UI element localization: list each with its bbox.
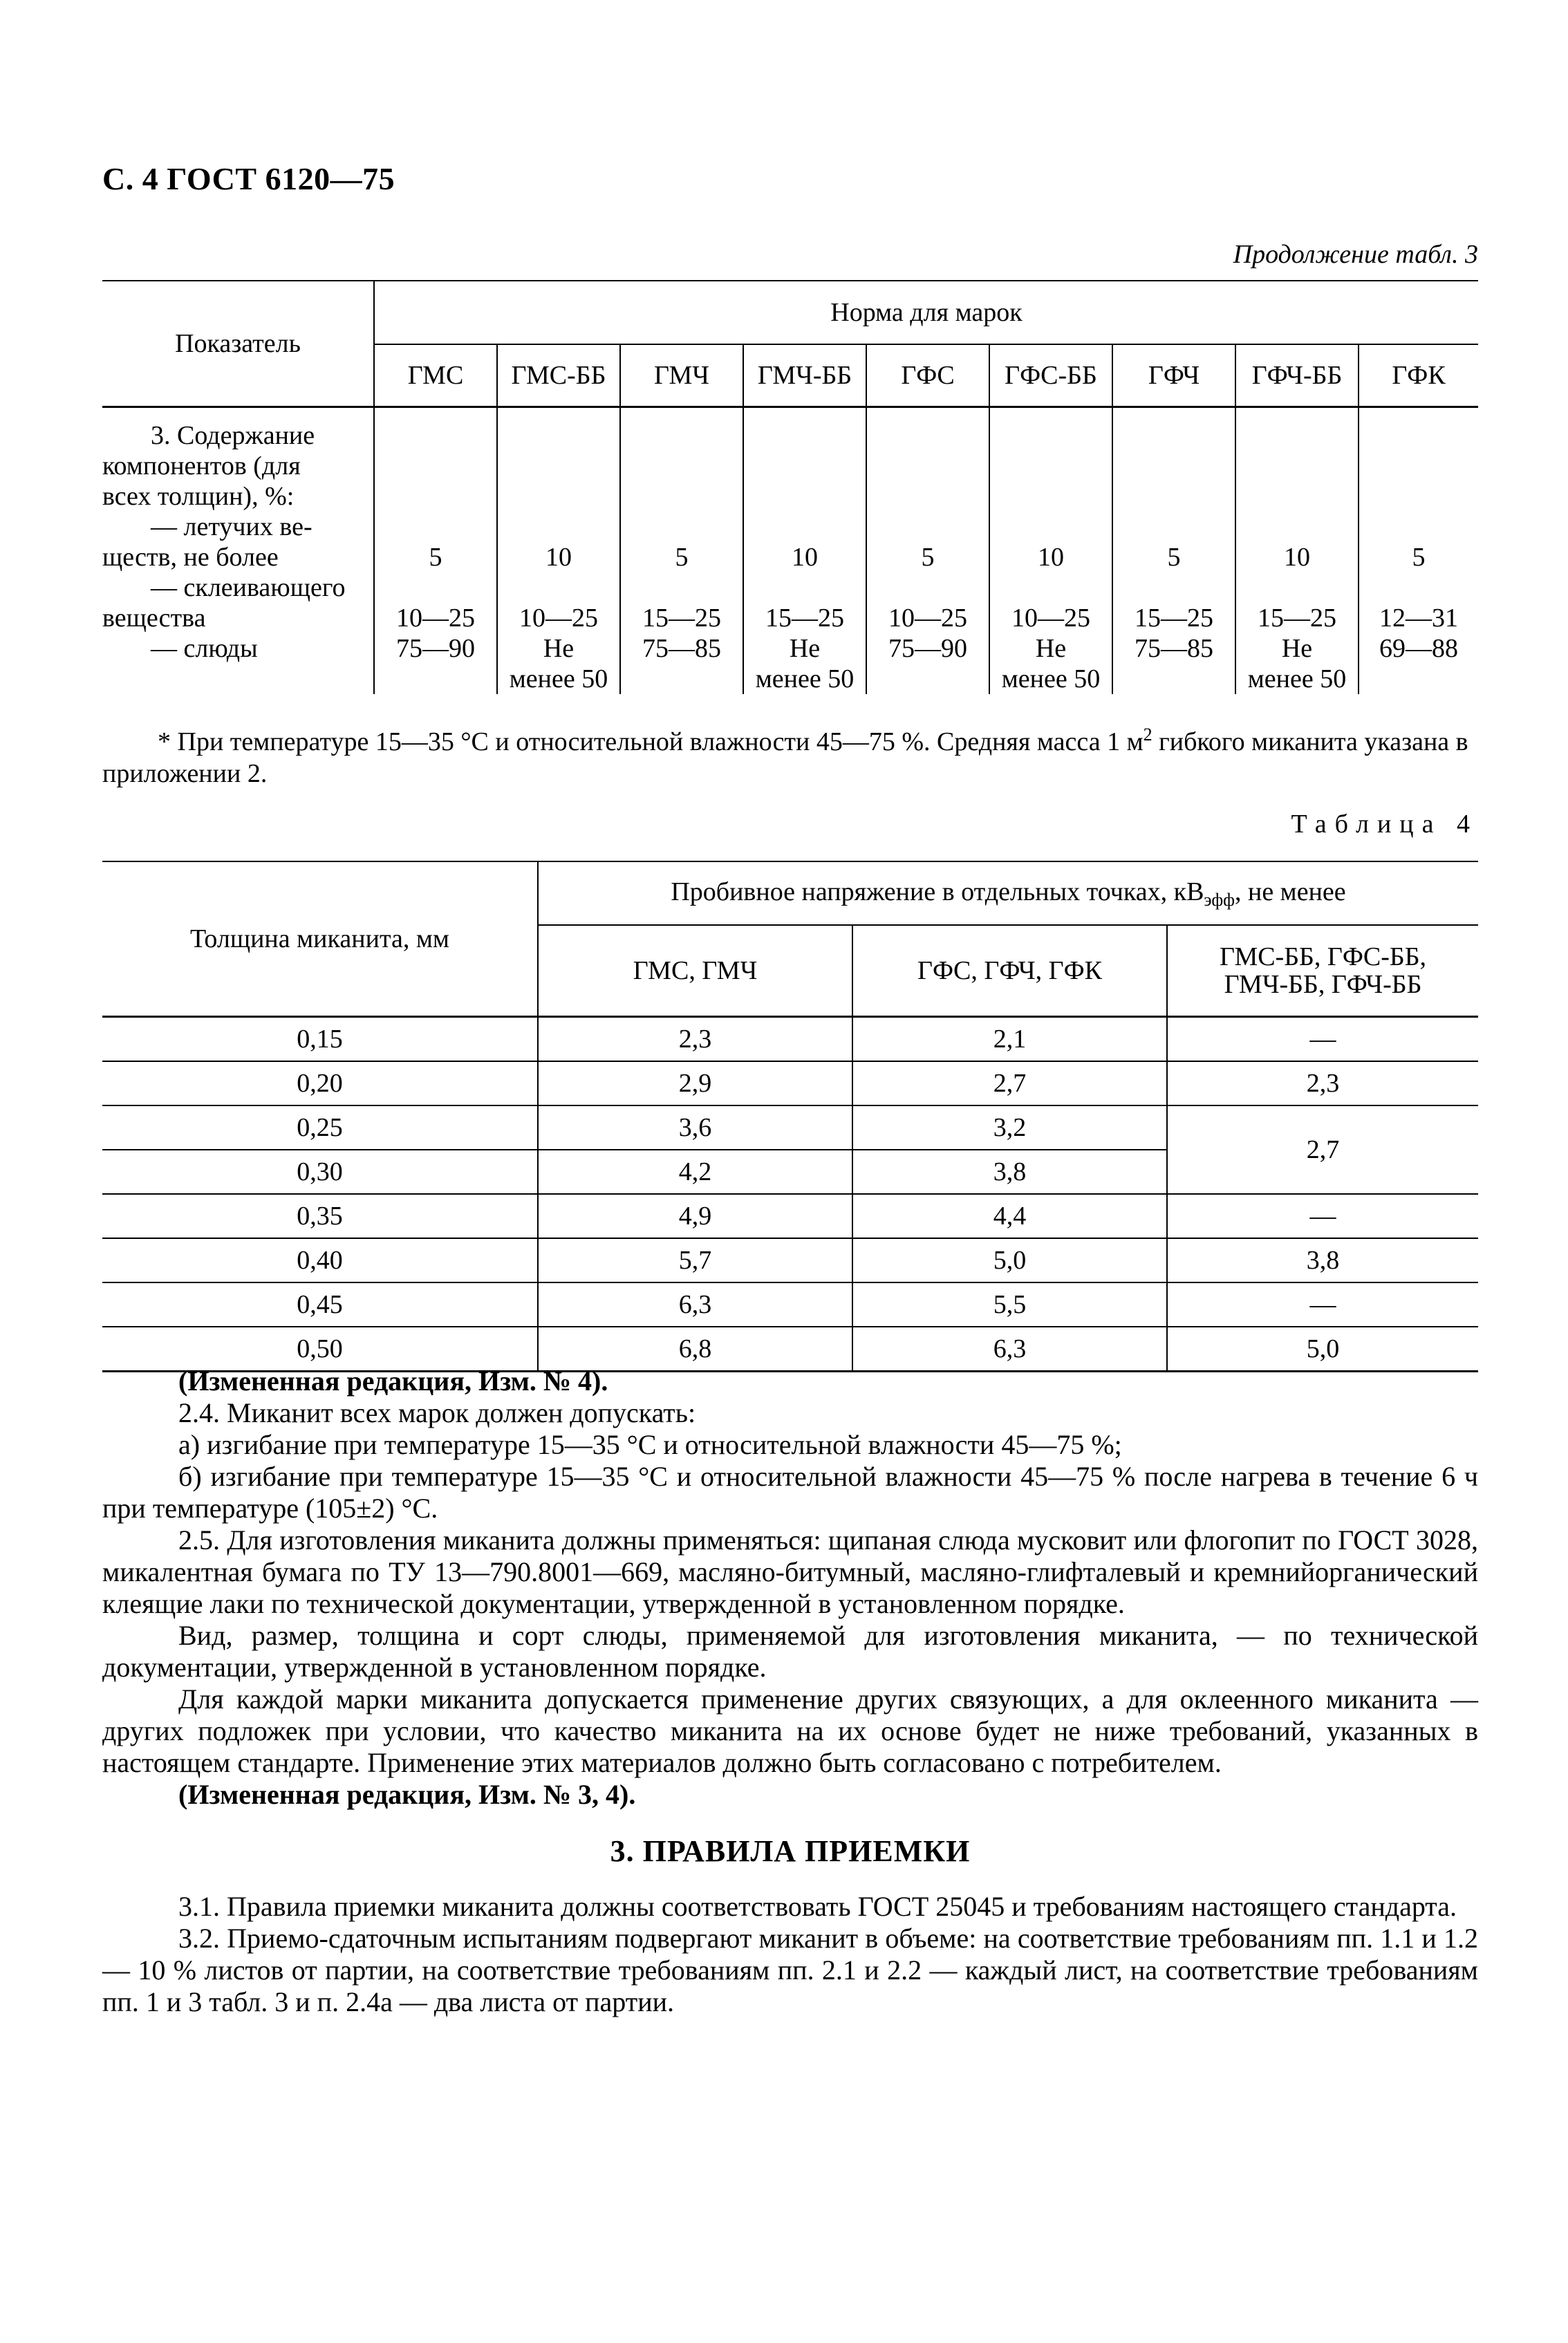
voltage-cell: 3,2 [852,1105,1167,1150]
voltage-cell: 6,3 [852,1327,1167,1372]
indicator-line: ществ, не более [102,543,279,572]
volatile-value: 5 [429,543,442,572]
volatile-value: 10 [1284,543,1310,572]
paragraph-2-4-a: а) изгибание при температуре 15—35 °С и относительной влажности 45—75 %; [178,1429,1122,1460]
volatile-value: 10 [545,543,572,572]
indicator-line: вещества [102,604,206,633]
table4-header-gms: ГМС, ГМЧ [538,925,852,1017]
voltage-cell-merged: 2,7 [1167,1105,1478,1194]
paragraph-2-5-alternatives: Для каждой марки миканита допускается применение других связующих, а для оклеенного миканита — других подложек при условии, что качество миканита на их основе будет не ниже требований, указанных в настоящем стандарте. Применение этих материалов должно быть согласовано с потребителем. [102,1683,1478,1778]
table3-value-cell [497,407,620,695]
binder-value: 10—25 [519,604,598,633]
table-row [102,1238,1478,1282]
voltage-cell: — [1167,1194,1478,1238]
table3-grade-header: ГФК [1359,344,1478,407]
volatile-value: 10 [792,543,818,572]
group-label-suffix: , не менее [1234,877,1346,906]
table3-header-group: Норма для марок [374,281,1478,344]
table3-value-cell [1359,407,1478,695]
table4-header-thickness: Толщина миканита, мм [102,861,538,1017]
table4-title: Таблица 4 [1291,810,1478,839]
paragraph-3-2: 3.2. Приемо-сдаточным испытаниям подвергают миканит в объеме: на соответствие требованиям пп. 1.1 и 1.2 — 10 % листов от партии, на соответствие требованиям пп. 2.1 и 2.2 — каждый лист, на соответствие требованиям пп. 1 и 3 табл. 3 и п. 2.4а — два листа от партии. [102,1923,1478,2017]
body-text [102,1365,1478,2018]
table4-header-gfs: ГФС, ГФЧ, ГФК [852,925,1167,1017]
table-row [102,1105,1478,1150]
mica-value: Не [1035,634,1067,663]
table3-grade-header: ГМЧ [620,344,743,407]
indicator-line: — слюды [151,634,258,663]
table4-header-bb [1167,925,1478,1017]
binder-value: 15—25 [642,604,721,633]
table3-footnote [102,719,1478,790]
mica-value: Не [789,634,821,663]
indicator-line: 3. Содержание [151,421,315,450]
mica-value-cont: менее 50 [1001,664,1101,693]
voltage-cell: 2,3 [538,1017,852,1062]
voltage-cell: 6,3 [538,1282,852,1327]
table3-value-cell [989,407,1112,695]
voltage-cell: 5,5 [852,1282,1167,1327]
table3-value-cell [374,407,497,695]
mica-value: 75—85 [1135,634,1213,663]
voltage-cell: 4,2 [538,1150,852,1194]
voltage-cell: 2,9 [538,1061,852,1105]
voltage-cell: 2,1 [852,1017,1167,1062]
table-row [102,1017,1478,1062]
voltage-cell: 5,0 [1167,1327,1478,1372]
binder-value: 15—25 [765,604,844,633]
group-label: Пробивное напряжение в отдельных точках, кВ [671,877,1204,906]
paragraph-3-1: 3.1. Правила приемки миканита должны соответствовать ГОСТ 25045 и требованиям настоящего стандарта. [178,1891,1457,1922]
thickness-cell: 0,20 [102,1061,538,1105]
voltage-cell: 2,3 [1167,1061,1478,1105]
table4-header-group [538,861,1478,925]
voltage-cell: 3,8 [1167,1238,1478,1282]
table3-continuation-label: Продолжение табл. 3 [1233,240,1478,269]
voltage-cell: 5,0 [852,1238,1167,1282]
table3-grade-header: ГМЧ-ББ [743,344,866,407]
binder-value: 10—25 [1011,604,1090,633]
footnote-text-end: гибкого миканита указана в приложении 2. [102,727,1468,788]
footnote-superscript: 2 [1143,725,1152,745]
header-line: ГМС-ББ, ГФС-ББ, [1219,942,1427,971]
table3-value-cell [866,407,989,695]
amendment-note: (Измененная редакция, Изм. № 3, 4). [178,1779,636,1810]
thickness-cell: 0,35 [102,1194,538,1238]
paragraph-2-4: 2.4. Миканит всех марок должен допускать: [178,1397,696,1428]
voltage-cell: 4,4 [852,1194,1167,1238]
table3-grade-header: ГМС [374,344,497,407]
voltage-cell: 3,8 [852,1150,1167,1194]
mica-value: 75—90 [396,634,475,663]
table3-value-cell [1112,407,1235,695]
binder-value: 15—25 [1258,604,1336,633]
mica-value: 69—88 [1379,634,1458,663]
table3-value-cell [620,407,743,695]
volatile-value: 5 [921,543,935,572]
indicator-line: компонентов (для [102,451,301,480]
table3-value-cell [1235,407,1359,695]
mica-value: 75—90 [888,634,967,663]
table3-indicator-cell [102,407,374,695]
table-row [102,1061,1478,1105]
mica-value: Не [543,634,575,663]
volatile-value: 10 [1038,543,1064,572]
header-line: ГМЧ-ББ, ГФЧ-ББ [1224,970,1422,999]
group-label-subscript: эфф [1204,889,1235,910]
table3-grade-header: ГФС [866,344,989,407]
voltage-cell: 6,8 [538,1327,852,1372]
table-row [102,1282,1478,1327]
page-header: С. 4 ГОСТ 6120—75 [102,161,395,196]
volatile-value: 5 [1412,543,1426,572]
binder-value: 10—25 [396,604,475,633]
voltage-cell: 4,9 [538,1194,852,1238]
mica-value: 75—85 [642,634,721,663]
table3-header-indicator: Показатель [102,281,374,407]
indicator-line: — склеивающего [151,573,346,602]
volatile-value: 5 [675,543,689,572]
table3-grade-header: ГМС-ББ [497,344,620,407]
voltage-cell: — [1167,1017,1478,1062]
paragraph-2-5: 2.5. Для изготовления миканита должны применяться: щипаная слюда мусковит или флогопит по ГОСТ 3028, микалентная бумага по ТУ 13—790.8001—669, масляно-битумный, масляно-глифталевый и кремнийорганический клеящие лаки по технической документации, утвержденной в установленном порядке. [102,1524,1478,1619]
voltage-cell: — [1167,1282,1478,1327]
table3-grade-header: ГФС-ББ [989,344,1112,407]
table3-grade-header: ГФЧ [1112,344,1235,407]
footnote-text: * При температуре 15—35 °С и относительной влажности 45—75 %. Средняя масса 1 м [158,727,1144,756]
thickness-cell: 0,50 [102,1327,538,1372]
thickness-cell: 0,40 [102,1238,538,1282]
table3-grade-header: ГФЧ-ББ [1235,344,1359,407]
table3-value-cell [743,407,866,695]
mica-value-cont: менее 50 [755,664,855,693]
thickness-cell: 0,25 [102,1105,538,1150]
mica-value-cont: менее 50 [509,664,608,693]
voltage-cell: 2,7 [852,1061,1167,1105]
mica-value: Не [1281,634,1313,663]
volatile-value: 5 [1167,543,1181,572]
paragraph-2-5-type: Вид, размер, толщина и сорт слюды, применяемой для изготовления миканита, — по технической документации, утвержденной в установленном порядке. [102,1620,1478,1683]
binder-value: 15—25 [1135,604,1213,633]
indicator-line: всех толщин), %: [102,482,295,511]
paragraph-2-4-b: б) изгибание при температуре 15—35 °С и относительной влажности 45—75 % после нагрева в течение 6 ч при температуре (105±2) °С. [102,1461,1478,1524]
table-row [102,1327,1478,1372]
section-heading: 3. ПРАВИЛА ПРИЕМКИ [610,1834,971,1868]
mica-value-cont: менее 50 [1247,664,1347,693]
binder-value: 12—31 [1379,604,1458,633]
table-row [102,1194,1478,1238]
amendment-note: (Измененная редакция, Изм. № 4). [178,1365,608,1397]
voltage-cell: 5,7 [538,1238,852,1282]
table-3 [102,280,1478,694]
indicator-line: — летучих ве- [151,512,312,541]
binder-value: 10—25 [888,604,967,633]
voltage-cell: 3,6 [538,1105,852,1150]
thickness-cell: 0,30 [102,1150,538,1194]
thickness-cell: 0,45 [102,1282,538,1327]
thickness-cell: 0,15 [102,1017,538,1062]
table-4 [102,861,1478,1372]
